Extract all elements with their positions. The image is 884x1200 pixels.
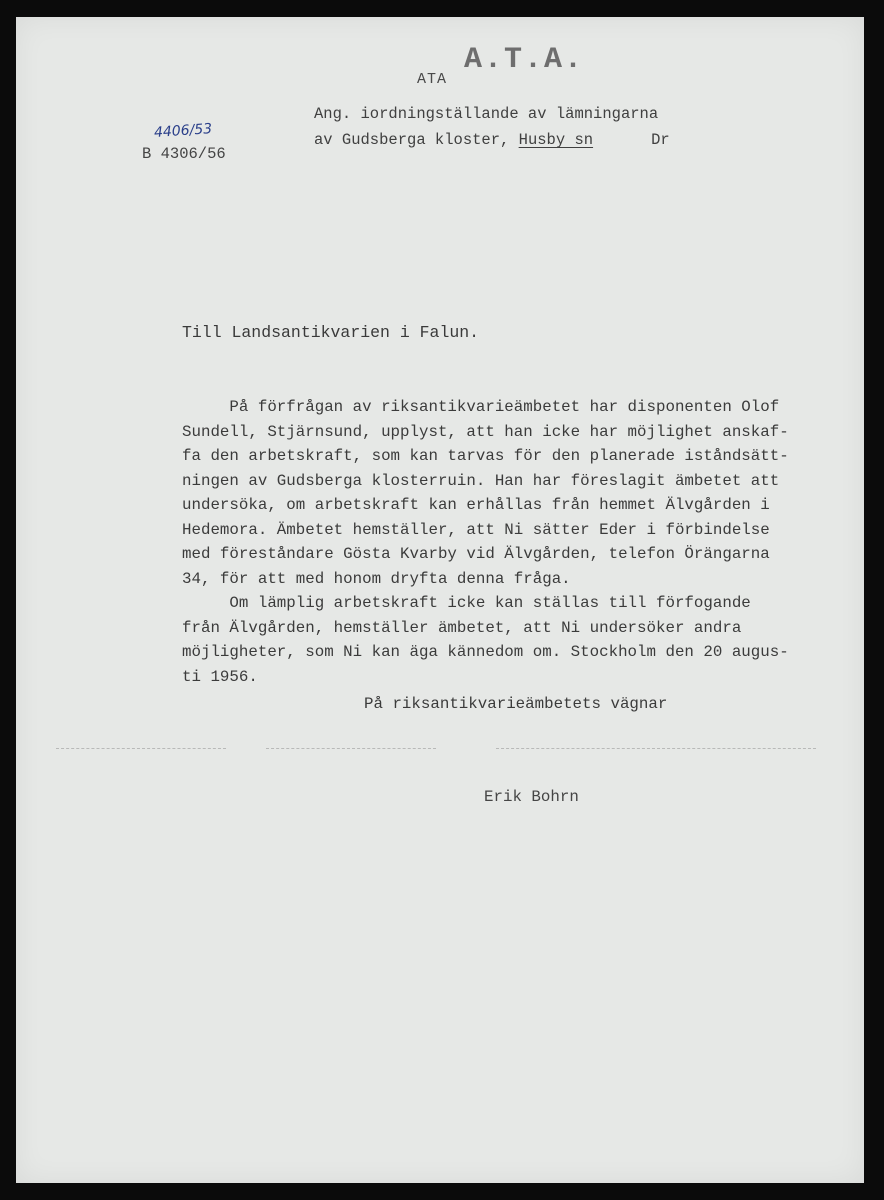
signature: Erik Bohrn bbox=[484, 788, 579, 806]
body-line: 34, för att med honom dryfta denna fråga. bbox=[182, 569, 571, 588]
body-line: ningen av Gudsberga klosterruin. Han har föreslagit ämbetet att bbox=[182, 471, 780, 490]
subject-line-2 bbox=[314, 127, 670, 153]
body-line: Om lämplig arbetskraft icke kan ställas till förfogande bbox=[182, 594, 751, 612]
addressee: Till Landsantikvarien i Falun. bbox=[182, 323, 480, 342]
body-line: Hedemora. Ämbetet hemställer, att Ni sätter Eder i förbindelse bbox=[182, 520, 770, 539]
handwritten-number: 4406/53 bbox=[153, 120, 213, 142]
body-line: möjligheter, som Ni kan äga kännedom om. Stockholm den 20 augus- bbox=[182, 643, 789, 661]
body-line: Sundell, Stjärnsund, upplyst, att han icke har möjlighet anskaf- bbox=[182, 422, 789, 441]
faint-rule-middle bbox=[266, 748, 436, 749]
ata-stamp-small: ATA bbox=[417, 71, 448, 88]
ata-stamp-large: A.T.A. bbox=[464, 43, 585, 77]
body-line: undersöka, om arbetskraft kan erhållas från hemmet Älvgården i bbox=[182, 496, 770, 514]
body-line: från Älvgården, hemställer ämbetet, att Ni undersöker andra bbox=[182, 618, 742, 637]
faint-rule-left bbox=[56, 748, 226, 749]
body-line: ti 1956. bbox=[182, 667, 258, 686]
subject-county: Dr bbox=[651, 131, 670, 149]
subject-parish: Husby sn bbox=[518, 131, 594, 149]
closing-line: På riksantikvarieämbetets vägnar bbox=[364, 695, 668, 713]
body-line: På förfrågan av riksantikvarieämbetet har disponenten Olof bbox=[182, 398, 780, 416]
faint-rule-right bbox=[496, 748, 816, 749]
subject-line-1: Ang. iordningställande av lämningarna bbox=[314, 105, 659, 123]
subject-block bbox=[314, 101, 670, 153]
letter-body bbox=[182, 395, 789, 689]
document-page bbox=[16, 17, 864, 1183]
body-line: med föreståndare Gösta Kvarby vid Älvgården, telefon Örängarna bbox=[182, 545, 770, 563]
reference-number: B 4306/56 bbox=[142, 145, 226, 163]
subject-location: av Gudsberga kloster, bbox=[314, 131, 519, 149]
body-line: fa den arbetskraft, som kan tarvas för den planerade iståndsätt- bbox=[182, 447, 789, 465]
